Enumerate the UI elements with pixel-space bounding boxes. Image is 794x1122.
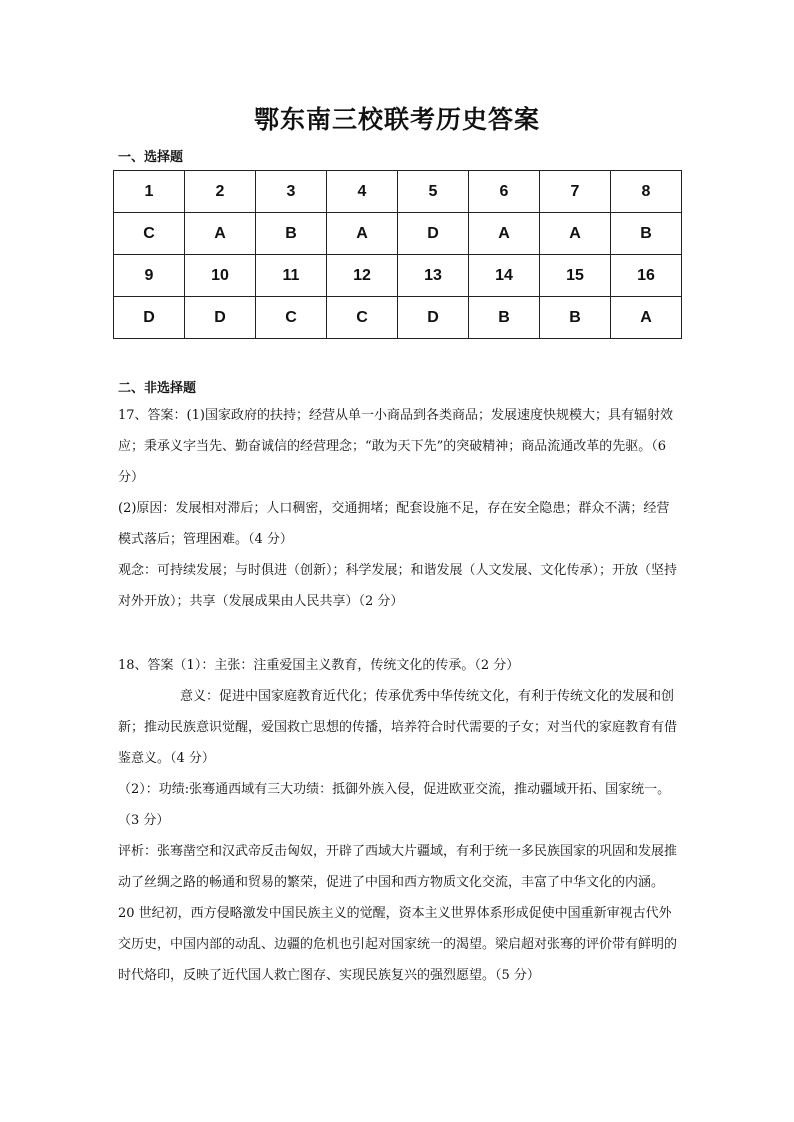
table-cell: 4 xyxy=(327,171,398,213)
table-cell: D xyxy=(398,213,469,255)
q17-part1: 17、答案：(1)国家政府的扶持；经营从单一小商品到各类商品；发展速度快规模大；具有辐射效应；秉承义字当先、勤奋诚信的经营理念；“敢为天下先”的突破精神；商品流通改革的先驱。（6 分） xyxy=(118,408,673,485)
table-row xyxy=(114,297,682,339)
table-cell: 14 xyxy=(469,255,540,297)
table-cell: B xyxy=(611,213,682,255)
table-row xyxy=(114,255,682,297)
q18-significance: 意义：促进中国家庭教育近代化；传承优秀中华传统文化，有利于传统文化的发展和创新；推动民族意识觉醒，爱国救亡思想的传播，培养符合时代需要的子女；对当代的家庭教育有借鉴意义。（4 分） xyxy=(118,689,678,766)
answer-table xyxy=(113,170,682,339)
table-cell: 11 xyxy=(256,255,327,297)
q18-part2: （2）：功绩:张骞通西域有三大功绩：抵御外族入侵，促进欧亚交流，推动疆域开拓、国家统一。（3 分） xyxy=(118,782,671,828)
table-cell: B xyxy=(256,213,327,255)
table-cell: 5 xyxy=(398,171,469,213)
table-cell: B xyxy=(540,297,611,339)
table-cell: A xyxy=(611,297,682,339)
table-cell: D xyxy=(114,297,185,339)
q17-part2: (2)原因：发展相对滞后；人口稠密，交通拥堵；配套设施不足，存在安全隐患；群众不满；经营模式落后；管理困难。（4 分） xyxy=(118,501,670,547)
table-cell: C xyxy=(327,297,398,339)
q17-answer xyxy=(118,400,678,617)
table-cell: 2 xyxy=(185,171,256,213)
section-heading-choice: 一、选择题 xyxy=(118,150,184,165)
q18-analysis: 评析：张骞凿空和汉武帝反击匈奴，开辟了西域大片疆域，有利于统一多民族国家的巩固和发展推动了丝绸之路的畅通和贸易的繁荣，促进了中国和西方物质文化交流，丰富了中华文化的内涵。20 世纪初，西方侵略激发中国民族主义的觉醒，资本主义世界体系形成促使中国重新审视古代外交历史，中国内部的动乱、边疆的危机也引起对国家统一的渴望。梁启超对张骞的评价带有鲜明的时代烙印，反映了近代国人救亡图存、实现民族复兴的强烈愿望。（5 分） xyxy=(118,844,678,983)
table-cell: A xyxy=(469,213,540,255)
table-cell: 16 xyxy=(611,255,682,297)
table-cell: 6 xyxy=(469,171,540,213)
table-cell: 15 xyxy=(540,255,611,297)
table-cell: C xyxy=(114,213,185,255)
table-cell: 9 xyxy=(114,255,185,297)
table-cell: 13 xyxy=(398,255,469,297)
table-cell: D xyxy=(398,297,469,339)
table-cell: B xyxy=(469,297,540,339)
q17-viewpoint: 观念：可持续发展；与时俱进（创新）；科学发展；和谐发展（人文发展、文化传承）；开放（坚持对外开放）；共享（发展成果由人民共享）（2 分） xyxy=(118,563,678,609)
table-cell: D xyxy=(185,297,256,339)
table-cell: A xyxy=(540,213,611,255)
table-cell: A xyxy=(327,213,398,255)
table-cell: A xyxy=(185,213,256,255)
table-cell: 12 xyxy=(327,255,398,297)
page-title: 鄂东南三校联考历史答案 xyxy=(253,105,540,134)
table-cell: C xyxy=(256,297,327,339)
table-cell: 1 xyxy=(114,171,185,213)
table-cell: 7 xyxy=(540,171,611,213)
q18-part1: 18、答案（1）：主张：注重爱国主义教育，传统文化的传承。（2 分） xyxy=(118,658,520,673)
table-cell: 8 xyxy=(611,171,682,213)
table-row xyxy=(114,171,682,213)
table-row xyxy=(114,213,682,255)
section-heading-nonchoice: 二、非选择题 xyxy=(118,381,197,396)
table-cell: 10 xyxy=(185,255,256,297)
q18-answer xyxy=(118,650,678,991)
table-cell: 3 xyxy=(256,171,327,213)
